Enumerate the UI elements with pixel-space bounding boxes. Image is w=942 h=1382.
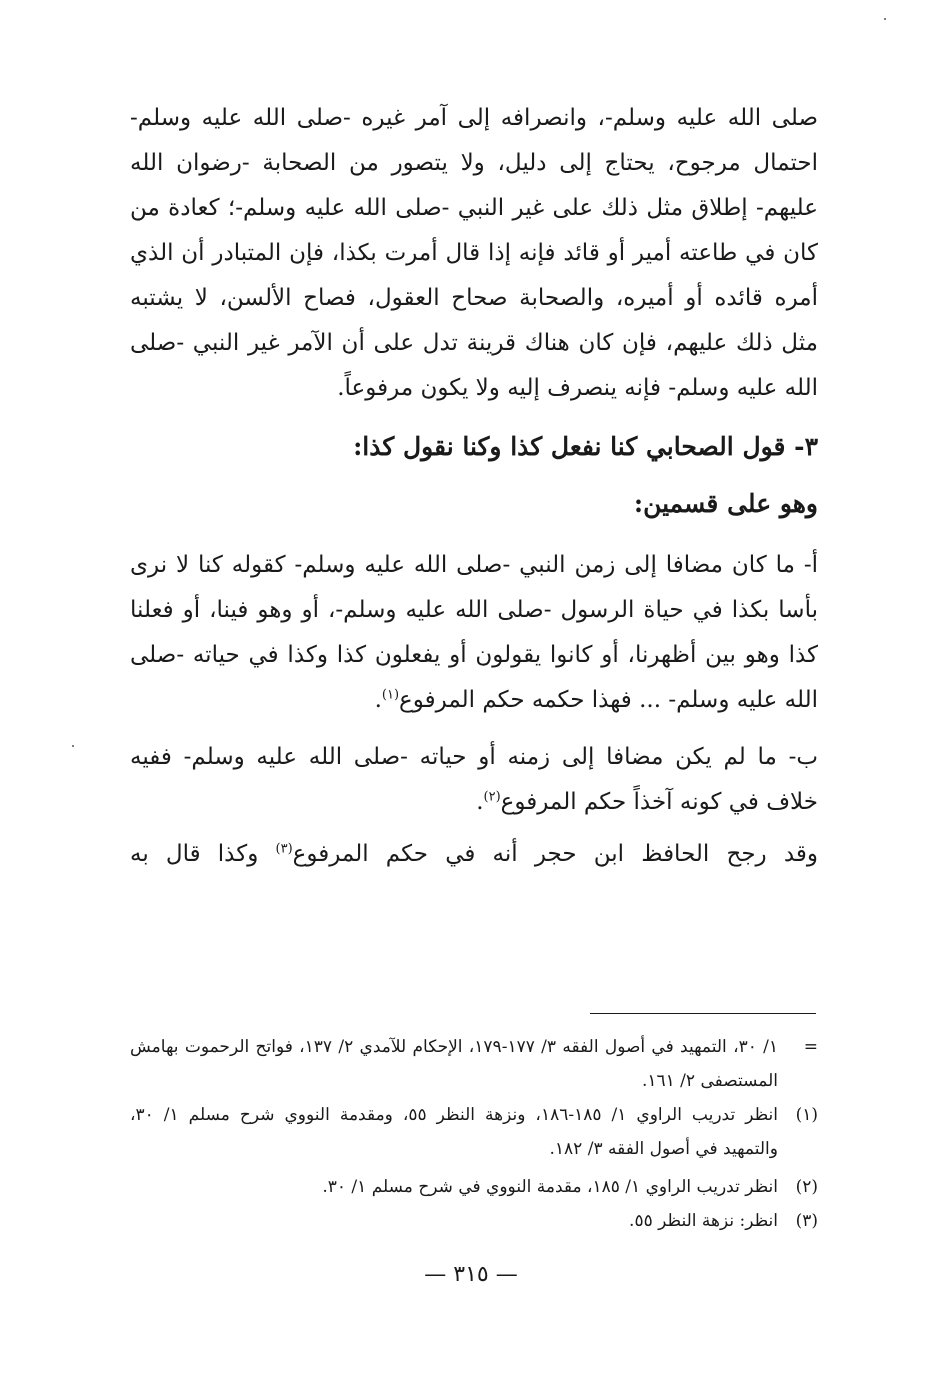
page-number: — ٣١٥ — xyxy=(424,1262,518,1287)
paragraph-ibn-hajar xyxy=(130,832,818,877)
footnote-1 xyxy=(130,1098,818,1166)
paragraph-part-a-text: أ- ما كان مضافا إلى زمن النبي -صلى الله عليه وسلم- كقوله كنا لا نرى بأسا بكذا في حياة الرسول -صلى الله عليه وسلم-، أو وهو فينا، أو فعلنا كذا وهو بين أظهرنا، أو كانوا يقولون أو يفعلون كذا وكذا في حياته -صلى الله عليه وسلم- ... فهذا حكمه حكم المرفوع xyxy=(130,552,818,713)
footnote-ref-1: (١) xyxy=(381,687,400,703)
footnote-text: انظر تدريب الراوي ١/ ١٨٥، مقدمة النووي في شرح مسلم ١/ ٣٠. xyxy=(322,1177,778,1197)
footnote-mark: = xyxy=(803,1037,818,1057)
footnote-2 xyxy=(130,1170,818,1204)
scan-speck xyxy=(884,18,886,20)
footnote-mark: (٢) xyxy=(795,1177,818,1197)
paragraph-part-b-end: . xyxy=(476,789,484,815)
footnote-ref-3: (٣) xyxy=(275,841,293,857)
paragraph-part-b-text: ب- ما لم يكن مضافا إلى زمنه أو حياته -صلى الله عليه وسلم- ففيه خلاف في كونه آخذاً حكم المرفوع xyxy=(130,744,818,815)
footnote-mark: (٣) xyxy=(795,1211,818,1231)
footnote-3 xyxy=(130,1204,818,1238)
paragraph-part-b xyxy=(130,735,818,825)
footnote-mark: (١) xyxy=(795,1105,818,1125)
paragraph-ibn-hajar-end: وكذا قال به xyxy=(130,841,276,867)
footnote-continuation xyxy=(130,1030,818,1098)
section-heading: ٣- قول الصحابي كنا نفعل كذا وكنا نقول كذا: xyxy=(353,432,818,461)
footnote-text: انظر تدريب الراوي ١/ ١٨٥-١٨٦، ونزهة النظر ٥٥، ومقدمة النووي شرح مسلم ١/ ٣٠، والتمهيد في أصول الفقه ٣/ ١٨٢. xyxy=(130,1105,779,1159)
footnote-text: انظر: نزهة النظر ٥٥. xyxy=(629,1211,778,1231)
scan-speck xyxy=(72,745,74,747)
footnote-text: ١/ ٣٠، التمهيد في أصول الفقه ٣/ ١٧٧-١٧٩، الإحكام للآمدي ٢/ ١٣٧، فواتح الرحموت بهامش المستصفى ٢/ ١٦١. xyxy=(130,1037,778,1091)
paragraph-part-a-end: . xyxy=(374,687,382,713)
paragraph-part-a xyxy=(130,543,818,723)
sub-heading: وهو على قسمين: xyxy=(633,489,818,518)
footnote-ref-2: (٢) xyxy=(483,789,501,805)
paragraph-ibn-hajar-text: وقد رجح الحافظ ابن حجر أنه في حكم المرفوع xyxy=(292,841,819,867)
footnote-divider xyxy=(590,1013,816,1014)
paragraph-continuation: صلى الله عليه وسلم-، وانصرافه إلى آمر غيره -صلى الله عليه وسلم- احتمال مرجوح، يحتاج إلى دليل، ولا يتصور من الصحابة -رضوان الله عليهم- إطلاق مثل ذلك على غير النبي -صلى الله عليه وسلم-؛ كعادة من كان في طاعته أمير أو قائد فإنه إذا قال أمرت بكذا، فإن المتبادر أن الذي أمره قائده أو أميره، والصحابة صحاح العقول، فصاح الألسن، لا يشتبه مثل ذلك عليهم، فإن كان هناك قرينة تدل على أن الآمر غير النبي -صلى الله عليه وسلم- فإنه ينصرف إليه ولا يكون مرفوعاً. xyxy=(130,105,818,401)
